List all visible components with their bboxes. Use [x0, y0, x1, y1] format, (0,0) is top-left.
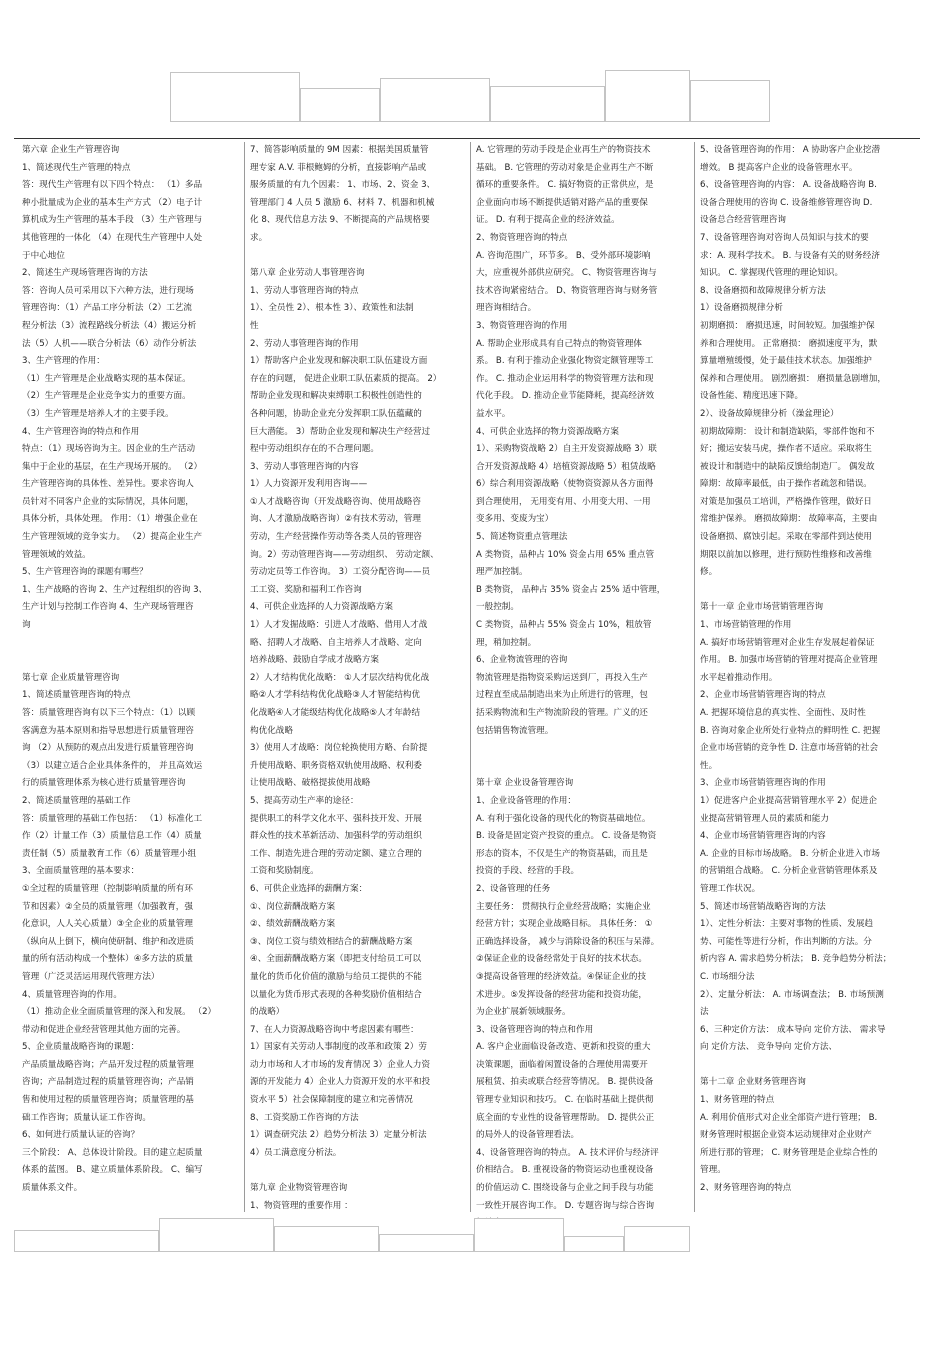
text-line: 5、生产管理咨询的课题有哪些？ — [22, 567, 148, 578]
text-line: 客满意为基本原则和指导思想进行质量管理咨 — [22, 725, 194, 736]
text-line: 1、简述质量管理咨询的特点 — [22, 690, 131, 701]
text-line: 生产计划与控制工作咨询 4、生产现场管理咨 — [22, 602, 194, 613]
header-frame — [170, 72, 300, 122]
text-line: 包括销售物流管理。 — [476, 725, 554, 736]
text-line: 设备合理使用的咨询 C. 设备维修管理咨询 D. — [700, 197, 873, 208]
text-column-4 — [700, 142, 912, 1212]
footer-frame — [159, 1218, 274, 1252]
text-line: 3、设备管理咨询的特点和作用 — [476, 1024, 594, 1035]
blank-line — [476, 758, 690, 776]
text-line: 以量化为货币形式表现的各种奖励价值相结合 — [250, 989, 422, 1000]
text-column-3 — [476, 142, 690, 1212]
text-line: 6、如何进行质量认证的咨询？ — [22, 1130, 140, 1141]
text-line: 询。2）劳动管理咨询——劳动组织、 劳动定额、 — [250, 549, 439, 560]
text-line: （3）生产管理是培养人才的主要手段。 — [22, 408, 174, 419]
text-line: 1、企业设备管理的作用： — [476, 795, 576, 806]
column-separator — [694, 142, 695, 1212]
text-line: 种小批量成为企业的基本生产方式 （2）电子计 — [22, 197, 203, 208]
text-line: 大，应重视外部供应研究。 C、物资管理咨询与 — [476, 268, 657, 279]
text-line: 性。 — [700, 760, 718, 771]
text-line: ③提高设备管理的经济效益。④保证企业的技 — [476, 971, 647, 982]
text-line: 各种问题，协助企业充分发挥职工队伍蕴藏的 — [250, 408, 422, 419]
text-line: 障期：故障率最低，由于操作者疏忽和错误。 — [700, 479, 872, 490]
text-line: 向 定价方法、 竞争导向 定价方法、 — [700, 1042, 838, 1053]
text-line: A. 咨询范围广，环节多。 B、受外部环境影响 — [476, 250, 651, 261]
text-line: 服务质量的有九个因素： 1、市场、2、资金 3、 — [250, 180, 436, 191]
text-line: 答：质量管理的基础工作包括： （1）标准化工 — [22, 813, 203, 824]
text-line: A. 客户企业面临设备改造、更新和投资的重大 — [476, 1042, 651, 1053]
text-line: 询 — [22, 620, 31, 631]
footer-frame — [379, 1234, 474, 1252]
text-line: 对策是加强员工培训，严格操作管理，做好日 — [700, 496, 872, 507]
text-line: 1、生产战略的咨询 2、生产过程组织的咨询 3、 — [22, 584, 208, 595]
text-line: 升使用战略、职务资格双轨使用战略、权利委 — [250, 760, 422, 771]
text-line: 理，稍加控制。 — [476, 637, 537, 648]
text-line: 修。 — [700, 567, 718, 578]
text-line: 存在的问题， 促进企业职工队伍素质的提高。 2） — [250, 373, 442, 384]
text-column-1 — [22, 142, 240, 1212]
text-line: A 类物资，品种占 10% 资金占用 65% 重点管 — [476, 549, 655, 560]
text-line: 5、企业质量战略咨询的课题： — [22, 1042, 140, 1053]
text-line: （1）推动企业全面质量管理的深入和发展。 （2） — [22, 1007, 217, 1018]
text-line: 基础。 B. 它管理的劳动对象是企业再生产不断 — [476, 162, 654, 173]
top-rule — [14, 138, 920, 139]
text-line: 合开发资源战略 4）培植资源战略 5）租赁战略 — [476, 461, 656, 472]
text-line: 术进步。⑤发挥设备的经营功能和投资功能， — [476, 989, 647, 1000]
text-line: 5、设备管理咨询的作用： A 协助客户企业挖潜 — [700, 145, 881, 155]
footer-frame — [624, 1226, 690, 1252]
footer-frame — [14, 1230, 159, 1252]
text-line: 管理咨询：（1）产品工序分析法（2）工艺流 — [22, 303, 192, 314]
text-line: 求。 — [250, 232, 268, 243]
text-line: 企业面向市场不断提供适销对路产品的重要保 — [476, 197, 648, 208]
text-line: 产品质量战略咨询；产品开发过程的质量管理 — [22, 1059, 194, 1070]
text-line: 为企业扩展新领域服务。 — [476, 1007, 571, 1018]
text-line: 求：A. 现科学技术。 B. 与设备有关的财务经济 — [700, 250, 880, 261]
text-line: 业提高营销管理人员的素质和能力 — [700, 813, 829, 824]
text-line: 6、可供企业选择的薪酬方案： — [250, 883, 368, 894]
text-line: 程中劳动组织存在的不合理问题。 — [250, 444, 379, 455]
text-line: 财务管理时根据企业资本运动规律对企业财产 — [700, 1130, 872, 1141]
text-line: 价相结合。 B. 重视设备的物资运动也重视设备 — [476, 1165, 654, 1176]
text-line: 1）促进客户企业提高营销管理水平 2）促进企 — [700, 795, 877, 806]
text-line: 一致性开展咨询工作。 D. 专题咨询与综合咨询 — [476, 1200, 655, 1211]
text-line: 3、劳动人事管理咨询的内容 — [250, 461, 359, 472]
text-line: 物流管理是指物资采购运送到厂，再投入生产 — [476, 672, 648, 683]
text-line: 期限以前加以修理，进行预防性维修和改善维 — [700, 549, 872, 560]
text-line: 括采购物流和生产物流阶段的管理。广义的还 — [476, 708, 648, 718]
text-line: 决策课题，面临着闲置设备的合理使用需要开 — [476, 1059, 648, 1070]
text-line: 1、物资管理的重要作用 ： — [250, 1200, 353, 1211]
text-line: 2、财务管理咨询的特点 — [700, 1183, 792, 1194]
header-frame — [605, 70, 690, 122]
text-line: 管理工作状况。 — [700, 883, 761, 894]
text-line: 的局外人的设备管理看法。 — [476, 1130, 580, 1141]
text-line: 1）国家有关劳动人事制度的改革和政策 2）劳 — [250, 1042, 427, 1053]
text-line: ①全过程的质量管理（控制影响质量的所有环 — [22, 883, 193, 894]
text-line: A. 有利于强化设备的现代化的物资基础地位。 — [476, 813, 651, 824]
text-line: 咨询；产品制造过程的质量管理咨询；产品销 — [22, 1077, 194, 1088]
text-line: 的营销组合战略。 C. 分析企业营销管理体系及 — [700, 866, 878, 877]
text-line: 1、财务管理的特点 — [700, 1095, 775, 1106]
text-line: 2）人才结构优化战略： ①人才层次结构优化战 — [250, 672, 430, 683]
text-line: 工工资、奖励和福利工作咨询 — [250, 584, 362, 595]
text-line: 3、全面质量管理的基本要求： — [22, 866, 140, 877]
text-line: 管理专业知识和技巧。 C. 在临时基础上提供彻 — [476, 1095, 654, 1106]
text-line: 工作、制造先进合理的劳动定额、建立合理的 — [250, 848, 422, 859]
text-line: 1）调查研究法 2）趋势分析法 3）定量分析法 — [250, 1130, 427, 1141]
text-line: B. 设备是固定资产投资的重点。 C. 设备是物资 — [476, 831, 657, 842]
blank-line — [700, 1057, 912, 1075]
text-line: 过程直至成品制造出来为止所进行的管理，包 — [476, 690, 648, 701]
text-line: 1、简述现代生产管理的特点 — [22, 162, 131, 173]
text-line: 第九章 企业物资管理咨询 — [250, 1183, 348, 1194]
text-line: 常维护保养。 磨损故障期： 故障率高，主要由 — [700, 514, 878, 525]
text-line: 知识。 C. 掌握现代管理的理论知识。 — [700, 268, 844, 279]
footer-frame — [274, 1226, 379, 1252]
text-line: 生产管理领域的竞争实力。 （2）提高企业生产 — [22, 532, 203, 543]
text-line: 于中心地位 — [22, 250, 65, 261]
text-line: 好；搬运安装马虎，操作者不适应。采取将生 — [700, 444, 872, 455]
text-line: 2、劳动人事管理咨询的作用 — [250, 338, 359, 349]
text-line: 的价值运动 C. 围绕设备与企业之间手段与功能 — [476, 1183, 654, 1194]
text-line: （纵向从上倒下，横向使研制、维护和改进质 — [22, 936, 194, 947]
text-line: （3）以建立适合企业具体条件的， 并且高效运 — [22, 760, 203, 771]
text-line: 4）员工满意度分析法。 — [250, 1147, 342, 1158]
text-line: 主要任务： 贯彻执行企业经营战略；实施企业 — [476, 901, 651, 912]
text-line: 势、可能性等进行分析，作出判断的方法。分 — [700, 936, 872, 947]
text-line: 设备总合经营管理咨询 — [700, 215, 786, 226]
blank-line — [22, 652, 240, 670]
text-line: 初期故障期： 设计和制造缺陷，零部件饱和不 — [700, 426, 875, 437]
text-line: 正确选择设备， 减少与消除设备的积压与呆滞。 — [476, 936, 660, 947]
text-line: 询、人才激励战略咨询）②有技术劳动，管理 — [250, 514, 421, 525]
text-line: 证。 D. 有利于提高企业的经济效益。 — [476, 215, 620, 226]
text-line: 1）帮助客户企业发现和解决职工队伍建设方面 — [250, 356, 428, 367]
text-line: 代化手段。 D. 推动企业节能降耗，提高经济效 — [476, 391, 655, 402]
text-line: 益水平。 — [476, 408, 511, 419]
blank-line — [700, 582, 912, 600]
text-line: 企业市场营销的竞争性 D. 注意市场营销的社会 — [700, 743, 879, 754]
text-line: 节和因素）②全员的质量管理（加强教育，强 — [22, 901, 193, 912]
text-line: 化 8、现代信息方法 9、不断提高的产品规格要 — [250, 215, 430, 226]
column-separator — [470, 142, 471, 1212]
text-line: 1、市场营销管理的作用 — [700, 620, 792, 631]
text-line: A. 搞好市场营销管理对企业生存发展起着保证 — [700, 637, 875, 648]
text-line: 第七章 企业质量管理咨询 — [22, 672, 120, 683]
text-line: 程分析法（3）流程路线分析法（4）搬运分析 — [22, 320, 197, 331]
text-line: 6、企业物流管理的咨询 — [476, 655, 568, 666]
text-line: 7、设备管理咨询对咨询人员知识与技术的要 — [700, 232, 869, 243]
text-line: 经营方针；实现企业战略目标。 具体任务： ① — [476, 919, 653, 930]
text-line: 作用。 B. 加强市场营销的管理对提高企业管理 — [700, 655, 878, 666]
text-line: 变多用、变废为宝） — [476, 514, 554, 525]
text-line: 析内容 A. 需求趋势分析法； B. 竞争趋势分析法； — [700, 954, 892, 965]
text-line: 2、简述质量管理的基础工作 — [22, 795, 131, 806]
text-line: 量的所有活动构成一个整体）④多方法的质量 — [22, 954, 193, 965]
header-frame — [490, 86, 605, 122]
text-line: 水平起着推动作用。 — [700, 672, 778, 683]
text-line: C 类物资，品种占 55% 资金占 10%，粗放管 — [476, 620, 652, 631]
text-line: 算机成为生产管理的基本手段 （3）生产管理与 — [22, 215, 203, 226]
text-line: 管理。 — [700, 1165, 726, 1176]
text-line: 作（2）计量工作（3）质量信息工作（4）质量 — [22, 831, 202, 842]
text-line: 1）、定性分析法：主要对事物的性质、发展趋 — [700, 919, 874, 930]
text-line: 保养和合理使用。 剧烈磨损： 磨损量急剧增加， — [700, 373, 886, 384]
text-line: 2、简述生产现场管理咨询的方法 — [22, 268, 148, 279]
text-line: 展租赁、拍卖或联合经营等情况。 B. 提供设备 — [476, 1077, 654, 1088]
text-column-2 — [250, 142, 466, 1212]
text-line: 答：咨询人员可采用以下六种方法，进行现场 — [22, 285, 194, 296]
text-line: 化意识，人人关心质量）③全企业的质量管理 — [22, 919, 193, 930]
text-line: 投资的手段、经营的手段。 — [476, 866, 580, 877]
text-line: 设备性能、精度迅速下降。 — [700, 391, 804, 402]
text-line: 劳动定员等工作咨询。 3）工资分配咨询——员 — [250, 567, 431, 578]
text-line: A. 帮助企业形成具有自己特点的物资管理体 — [476, 338, 642, 349]
text-line: 2、物资管理咨询的特点 — [476, 232, 568, 243]
text-line: 略、招聘人才战略、自主培养人才战略、定向 — [250, 637, 422, 648]
text-line: 4、企业市场营销管理咨询的内容 — [700, 831, 826, 842]
text-line: 系。 B. 有利于推动企业强化物资定额管理等工 — [476, 356, 654, 367]
text-line: 体系的蓝图。 B、建立质量体系阶段。 C、编写 — [22, 1165, 203, 1176]
text-line: 管理（广泛灵活运用现代管理方法） — [22, 971, 160, 982]
text-line: 法（5）人机——联合分析法（6）动作分析法 — [22, 338, 197, 349]
text-line: （1）生产管理是企业战略实现的基本保证。 — [22, 373, 191, 384]
text-line: 带动和促进企业经营管理其他方面的完善。 — [22, 1024, 186, 1035]
text-line: 质量体系文件。 — [22, 1183, 83, 1194]
text-line: ①人才战略咨询（开发战略咨询、使用战略咨 — [250, 496, 421, 507]
text-line: 询 （2）从预防的观点出发进行质量管理咨询 — [22, 743, 194, 754]
text-line: 5、提高劳动生产率的途径： — [250, 795, 359, 806]
text-line: 提供职工的科学文化水平、强科技开发、开展 — [250, 813, 422, 824]
text-line: 1）设备磨损规律分析 — [700, 303, 783, 314]
header-frame — [380, 78, 490, 122]
text-line: 4、设备管理咨询的特点。 A. 技术评价与经济评 — [476, 1147, 659, 1158]
text-line: ④、全面薪酬战略方案（即把支付给员工可以 — [250, 954, 421, 965]
text-line: 第十章 企业设备管理咨询 — [476, 778, 574, 789]
text-line: A. 把握环境信息的真实性、全面性、及时性 — [700, 708, 866, 718]
text-line: 形态的资本，不仅是生产的物资基础，而且是 — [476, 848, 648, 859]
text-line: 3、生产管理的作用： — [22, 356, 105, 367]
text-line: 8、工资奖励工作咨询的方法 — [250, 1112, 359, 1123]
text-line: 群众性的技术革新活动、加强科学的劳动组织 — [250, 831, 422, 842]
text-line: 劳动，生产经营操作劳动等各类人员的管理咨 — [250, 532, 422, 543]
text-line: 2）、定量分析法： A. 市场调查法； B. 市场预测 — [700, 989, 884, 1000]
text-line: 5、简述物资重点管理法 — [476, 532, 568, 543]
text-line: A. 企业的目标市场战略。 B. 分析企业进入市场 — [700, 848, 880, 859]
text-line: 4、质量管理咨询的作用。 — [22, 989, 122, 1000]
text-line: 源的开发能力 4）企业人力资源开发的水平和投 — [250, 1077, 431, 1088]
text-line: 理咨询相结合。 — [476, 303, 537, 314]
text-line: 到合理使用， 无用变有用、小用变大用、一用 — [476, 496, 651, 507]
header-frame — [300, 88, 380, 122]
text-line: 性 — [250, 320, 259, 331]
blank-line — [250, 1162, 466, 1180]
text-line: 4、可供企业选择的物力资源战略方案 — [476, 426, 619, 437]
text-line: ②、绩效薪酬战略方案 — [250, 919, 336, 930]
text-line: ③、岗位工资与绩效相结合的薪酬战略方案 — [250, 936, 413, 947]
text-line: 6、三种定价方法： 成本导向 定价方法、 需求导 — [700, 1024, 886, 1035]
text-line: C. 市场细分法 — [700, 971, 755, 982]
text-line: 1）、采购物资战略 2）自主开发资源战略 3）联 — [476, 444, 657, 455]
text-line: 资水平 5）社会保障制度的建立和完善情况 — [250, 1095, 413, 1106]
text-line: 被设计和制造中的缺陷反馈给制造厂。 偶发故 — [700, 461, 875, 472]
text-line: （2）生产管理是企业竞争实力的重要方面。 — [22, 391, 191, 402]
text-line: 行的质量管理体系为核心进行质量管理咨询 — [22, 778, 186, 789]
text-line: 具体分析，具体处理。 作用：（1）增强企业在 — [22, 514, 198, 525]
text-line: A. 它管理的劳动手段是企业再生产的物资技术 — [476, 145, 651, 155]
text-line: 2、企业市场营销管理咨询的特点 — [700, 690, 826, 701]
text-line: 三个阶段： A、总体设计阶段。目的建立起质量 — [22, 1147, 203, 1158]
text-line: 的战略） — [250, 1007, 285, 1018]
text-line: 3）使用人才战略：岗位轮换使用方略、台阶提 — [250, 743, 428, 754]
blank-line — [250, 248, 466, 266]
text-line: 化战略④人才能级结构优化战略⑤人才年龄结 — [250, 708, 421, 718]
text-line: 答：现代生产管理有以下四个特点： （1）多品 — [22, 180, 203, 191]
text-line: 量化的货币化价值的激励与给员工提供的不能 — [250, 971, 422, 982]
text-line: 巨大潜能。 3）帮助企业发现和解决生产经营过 — [250, 426, 431, 437]
text-line: 1）、全员性 2）、根本性 3）、政策性和法制 — [250, 303, 414, 314]
text-line: 4、生产管理咨询的特点和作用 — [22, 426, 140, 437]
text-line: 动力市场和人才市场的发育情况 3）企业人力资 — [250, 1059, 431, 1070]
text-line: 技术咨询紧密结合。 D、物资管理咨询与财务管 — [476, 285, 658, 296]
blank-line — [22, 635, 240, 653]
footer-frame — [564, 1236, 624, 1252]
text-line: 设备磨损、腐蚀引起。采取在零部件到达使用 — [700, 532, 872, 543]
text-line: 1）人力资源开发利用咨询—— — [250, 479, 368, 490]
header-frame — [690, 80, 770, 122]
text-line: 理严加控制。 — [476, 567, 528, 578]
text-line: 管理部门 4 人员 5 激励 6、材料 7、机器和机械 — [250, 197, 435, 208]
text-line: 略②人才学科结构优化战略③人才智能结构优 — [250, 690, 421, 701]
text-line: 初期磨损： 磨损迅速，时间较短。加强维护保 — [700, 320, 875, 331]
text-line: 7、在人力资源战略咨询中考虑因素有哪些： — [250, 1024, 419, 1035]
text-line: 工资和奖励制度。 — [250, 866, 319, 877]
text-line: 责任制（5）质量教育工作（6）质量管理小组 — [22, 848, 197, 859]
text-line: 2、设备管理的任务 — [476, 883, 551, 894]
footer-frame — [474, 1218, 564, 1252]
text-line: 7、简答影响质量的 9M 因素：根据美国质量管 — [250, 145, 429, 155]
text-line: 增效。 B 提高客户企业的设备管理水平。 — [700, 162, 858, 173]
text-line: 其他管理的一体化 （4）在现代生产管理中人处 — [22, 232, 203, 243]
text-line: B 类物资， 品种占 35% 资金占 25% 适中管理， — [476, 584, 666, 595]
text-line: 作。 C. 推动企业运用科学的物资管理方法和现 — [476, 373, 654, 384]
text-line: 所进行那的管理； C. 财务管理是企业综合性的 — [700, 1147, 878, 1158]
text-line: 循环的重要条件。 C. 搞好物资的正常供应，是 — [476, 180, 654, 191]
text-line: 1）人才发掘战略：引进人才战略、借用人才战 — [250, 620, 428, 631]
text-line: 第十一章 企业市场营销管理咨询 — [700, 602, 824, 613]
text-line: 生产管理咨询的具体性、差异性。要求咨询人 — [22, 479, 194, 490]
text-line: 法 — [700, 1007, 709, 1018]
blank-line — [476, 740, 690, 758]
text-line: 础工作咨询；质量认证工作咨询。 — [22, 1112, 151, 1123]
text-line: ②保证企业的设备经常处于良好的技术状态。 — [476, 954, 647, 965]
text-line: 5、简述市场营销战略咨询的方法 — [700, 901, 826, 912]
text-line: 售和使用过程的质量管理咨询；质量管理的基 — [22, 1095, 194, 1106]
text-line: 构优化战略 — [250, 725, 293, 736]
text-line: 培养战略、鼓励自学成才战略方案 — [250, 655, 379, 666]
text-line: A. 利用价值形式对企业全部资产进行管理； B. — [700, 1112, 878, 1123]
text-line: 底全面的专业性的设备管理帮助。 D. 提供公正 — [476, 1112, 655, 1123]
text-line: 帮助企业发现和解决束缚职工积极性创造性的 — [250, 391, 422, 402]
text-line: ①、岗位薪酬战略方案 — [250, 901, 336, 912]
text-line: B. 咨询对象企业所处行业特点的鲜明性 C. 把握 — [700, 725, 881, 736]
text-line: 特点：（1）现场咨询为主。因企业的生产活动 — [22, 444, 196, 455]
text-line: 1、劳动人事管理咨询的特点 — [250, 285, 359, 296]
text-line: 4、可供企业选择的人力资源战略方案 — [250, 602, 393, 613]
text-line: 算量增殖缓慢，处于最佳技术状态。加强维护 — [700, 356, 872, 367]
text-line: 第十二章 企业财务管理咨询 — [700, 1077, 806, 1088]
text-line: 第六章 企业生产管理咨询 — [22, 145, 120, 155]
text-line: 集中于企业的基层，在生产现场开展的。 （2） — [22, 461, 203, 472]
text-line: 6、设备管理咨询的内容： A. 设备战略咨询 B. — [700, 180, 877, 191]
text-line: 8、设备磨损和故障规律分析方法 — [700, 285, 826, 296]
text-line: 3、企业市场营销管理咨询的作用 — [700, 778, 826, 789]
text-line: 让使用战略、破格提拔使用战略 — [250, 778, 371, 789]
text-line: 养和合理使用。 正常磨损： 磨损速度平为，默 — [700, 338, 878, 349]
text-line: 管理领域的效益。 — [22, 549, 91, 560]
text-line: 答：质量管理咨询有以下三个特点：（1）以顾 — [22, 708, 196, 718]
text-line: 一般控制。 — [476, 602, 519, 613]
text-line: 员针对不同客户企业的实际情况，具体问题， — [22, 496, 194, 507]
text-line: 6）综合利用资源战略（使物资资源从各方面得 — [476, 479, 654, 490]
text-line: 理专家 A.V. 菲根鲍姆的分析，直接影响产品或 — [250, 162, 427, 173]
column-separator — [244, 142, 245, 1212]
text-line: 3、物资管理咨询的作用 — [476, 320, 568, 331]
text-line: 2）、设备故障规律分析（澡盆理论） — [700, 408, 839, 419]
text-line: 第八章 企业劳动人事管理咨询 — [250, 268, 365, 279]
